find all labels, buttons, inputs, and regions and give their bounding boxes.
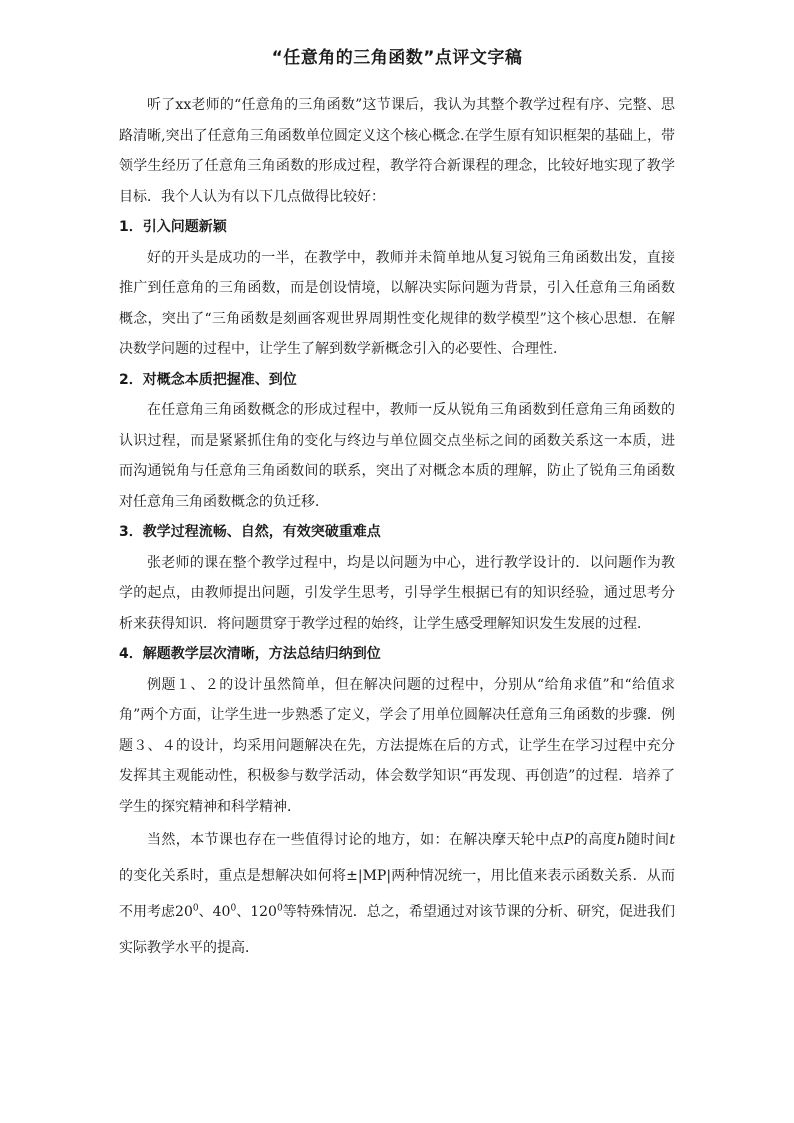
document-title: “任意角的三角函数”点评文字稿 bbox=[271, 48, 523, 68]
separator: 、 bbox=[236, 904, 251, 920]
document-page bbox=[119, 44, 675, 966]
intro-paragraph: 听了xx老师的“任意角的三角函数”这节课后，我认为其整个教学过程有序、完整、思路清晰,突出了任意角三角函数单位圆定义这个核心概念.在学生原有知识框架的基础上，带领学生经历了任意角三角函数的形成过程，教学符合新课程的理念，比较好地实现了教学目标．我个人认为有以下几点做得比较好： bbox=[119, 97, 675, 205]
section-1 bbox=[119, 212, 675, 365]
section-3 bbox=[119, 517, 675, 639]
section-heading: 2．对概念本质把握准、到位 bbox=[119, 371, 297, 388]
separator: 、 bbox=[198, 904, 213, 920]
degree-mark: 0 bbox=[230, 903, 237, 914]
angle-value: 120 bbox=[250, 904, 277, 920]
section-heading: 3．教学过程流畅、自然，有效突破重难点 bbox=[119, 524, 381, 540]
closing-text: 随时间 bbox=[625, 832, 670, 848]
section-heading: 1．引入问题新颖 bbox=[119, 219, 227, 235]
closing-paragraph bbox=[119, 822, 675, 966]
closing-text: 的高度 bbox=[573, 832, 617, 848]
closing-text: 的变化关系时，重点是想解决如何将±|MP|两种情况统一，用比值来表示函数关系．从而不用考虑 bbox=[119, 868, 675, 920]
degree-mark: 0 bbox=[276, 903, 283, 914]
angle-value: 40 bbox=[212, 904, 231, 920]
section-body: 在任意角三角函数概念的形成过程中，教师一反从锐角三角函数到任意角三角函数的认识过程，而是紧紧抓住角的变化与终边与单位圆交点坐标之间的函数关系这一本质，进而沟通锐角与任意角三角函数间的联系，突出了对概念本质的理解，防止了锐角三角函数对任意角三角函数概念的负迁移． bbox=[119, 402, 675, 510]
degree-mark: 0 bbox=[192, 903, 199, 914]
angle-value: 20 bbox=[175, 904, 193, 920]
section-4 bbox=[119, 639, 675, 822]
section-body: 张老师的课在整个教学过程中，均是以问题为中心，进行教学设计的．以问题作为教学的起点，由教师提出问题，引发学生思考，引导学生根据已有的知识经验，通过思考分析来获得知识．将问题贯穿于教学过程的始终，让学生感受理解知识发生发展的过程． bbox=[119, 554, 675, 632]
variable-t: t bbox=[669, 832, 676, 848]
variable-p: P bbox=[563, 832, 574, 848]
variable-h: h bbox=[616, 832, 626, 848]
closing-text: 等特殊情况．总之，希望通过对该节课的分析、研究，促进我们实际教学水平的提高． bbox=[119, 904, 676, 956]
section-2 bbox=[119, 365, 675, 518]
section-body: 例题１、２的设计虽然简单，但在解决问题的过程中，分别从“给角求值”和“给值求角”两个方面，让学生进一步熟悉了定义，学会了用单位圆解决任意角三角函数的步骤．例题３、４的设计，均采用问题解决在先，方法提炼在后的方式，让学生在学习过程中充分发挥其主观能动性，积极参与数学活动，体会数学知识“再发现、再创造”的过程．培养了学生的探究精神和科学精神． bbox=[119, 676, 675, 815]
closing-text: 当然，本节课也存在一些值得讨论的地方，如：在解决摩天轮中点 bbox=[147, 832, 564, 848]
section-body: 好的开头是成功的一半，在教学中，教师并未简单地从复习锐角三角函数出发，直接推广到任意角的三角函数，而是创设情境，以解决实际问题为背景，引入任意角三角函数概念，突出了“三角函数是刻画客观世界周期性变化规律的数学模型”这个核心思想．在解决数学问题的过程中，让学生了解到数学新概念引入的必要性、合理性． bbox=[119, 249, 675, 357]
section-heading: 4．解题教学层次清晰，方法总结归纳到位 bbox=[119, 646, 381, 662]
